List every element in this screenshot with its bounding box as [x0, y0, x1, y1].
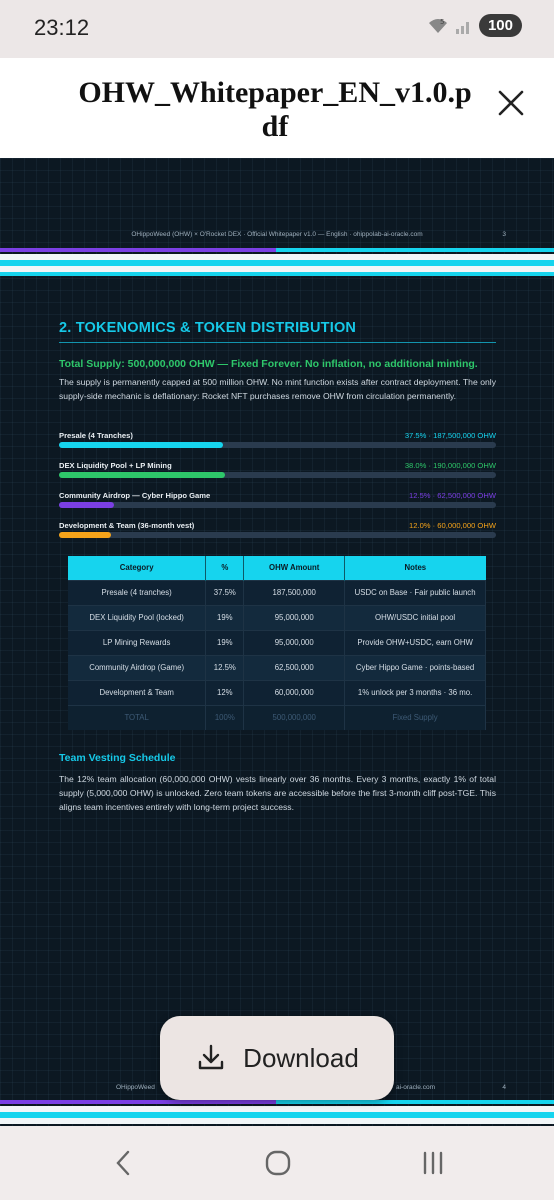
table-cell: USDC on Base · Fair public launch: [345, 580, 486, 605]
table-header-cell: OHW Amount: [244, 556, 345, 580]
download-label: Download: [243, 1042, 359, 1073]
section-divider: [59, 342, 496, 343]
table-cell: 12%: [206, 680, 244, 705]
table-row: [68, 630, 486, 655]
table-row: [68, 655, 486, 680]
vesting-paragraph: The 12% team allocation (60,000,000 OHW) vests linearly over 36 months. Every 3 months, exactly 1% of total supply (5,000,000 OHW) is unlocked. Zero team tokens are accessible before the first 3-month cliff post-TGE. This aligns team incentives entirely with long-term project success.: [59, 774, 496, 812]
download-button[interactable]: [160, 1016, 394, 1100]
table-cell: 12.5%: [206, 655, 244, 680]
table-row: [68, 680, 486, 705]
page-number: 3: [502, 231, 506, 238]
supply-line: Total Supply: 500,000,000 OHW — Fixed Forever. No inflation, no additional minting.: [59, 358, 478, 370]
recents-icon[interactable]: [420, 1148, 446, 1178]
bar-track-presale: [59, 442, 496, 448]
table-cell: Community Airdrop (Game): [68, 655, 206, 680]
table-cell: Development & Team: [68, 680, 206, 705]
table-cell: TOTAL: [68, 705, 206, 730]
bar-value-presale: 37.5% · 187,500,000 OHW: [404, 431, 496, 440]
close-icon[interactable]: [496, 88, 526, 118]
home-icon[interactable]: [264, 1148, 292, 1178]
table-cell: 60,000,000: [244, 680, 345, 705]
bar-fill-team: [59, 532, 111, 538]
bar-value-airdrop: 12.5% · 62,500,000 OHW: [409, 491, 496, 500]
bar-track-dex: [59, 472, 496, 478]
table-cell: 187,500,000: [244, 580, 345, 605]
table-cell: Provide OHW+USDC, earn OHW: [345, 630, 486, 655]
table-cell: Fixed Supply: [345, 705, 486, 730]
bar-label-presale: Presale (4 Tranches): [59, 431, 133, 440]
status-icons: [427, 14, 522, 37]
bar-value-team: 12.0% · 60,000,000 OHW: [409, 521, 496, 530]
pdf-viewport[interactable]: [0, 158, 554, 1126]
bar-label-team: Development & Team (36-month vest): [59, 521, 195, 530]
pdf-preview-sheet: [0, 58, 554, 1200]
section-title: 2. TOKENOMICS & TOKEN DISTRIBUTION: [59, 320, 357, 336]
table-cell: 62,500,000: [244, 655, 345, 680]
table-header-cell: Category: [68, 556, 206, 580]
table-cell: LP Mining Rewards: [68, 630, 206, 655]
table-cell: 19%: [206, 630, 244, 655]
table-cell: DEX Liquidity Pool (locked): [68, 605, 206, 630]
table-cell: OHW/USDC initial pool: [345, 605, 486, 630]
bar-track-team: [59, 532, 496, 538]
status-bar: [0, 0, 554, 58]
table-row: [68, 580, 486, 605]
header-stripe-white: [0, 1118, 554, 1124]
sheet-header: [0, 58, 554, 158]
back-icon[interactable]: [112, 1148, 134, 1178]
bar-fill-presale: [59, 442, 223, 448]
supply-paragraph: The supply is permanently capped at 500 million OHW. No mint function exists after contract deployment. The only supply-side mechanic is deflationary: Rocket NFT purchases remove OHW from circulation permanently.: [59, 377, 496, 401]
table-cell: Presale (4 tranches): [68, 580, 206, 605]
bar-label-dex: DEX Liquidity Pool + LP Mining: [59, 461, 172, 470]
header-stripe-purple: [0, 248, 276, 252]
header-stripe-cyan: [276, 1100, 554, 1104]
file-title: OHW_Whitepaper_EN_v1.0.pdf: [78, 76, 472, 143]
bar-track-airdrop: [59, 502, 496, 508]
download-icon: [195, 1042, 227, 1074]
bar-value-dex: 38.0% · 190,000,000 OHW: [404, 461, 496, 470]
header-stripe-purple: [0, 1100, 276, 1104]
table-cell: 500,000,000: [244, 705, 345, 730]
battery-indicator: 100: [479, 14, 522, 37]
svg-text:5: 5: [439, 17, 445, 26]
table-cell: 37.5%: [206, 580, 244, 605]
page-number: 4: [502, 1084, 506, 1091]
table-cell: 100%: [206, 705, 244, 730]
page4-header-left: OHippoWeed: [116, 1084, 155, 1091]
table-header-row: [68, 556, 486, 580]
table-row: [68, 605, 486, 630]
table-cell: 1% unlock per 3 months · 36 mo.: [345, 680, 486, 705]
table-cell: 19%: [206, 605, 244, 630]
table-cell: 95,000,000: [244, 605, 345, 630]
bar-fill-airdrop: [59, 502, 114, 508]
page4-header-right: ai-oracle.com: [396, 1084, 436, 1091]
bar-fill-dex: [59, 472, 225, 478]
page-header-text: OHippoWeed (OHW) × O'Rocket DEX · Official Whitepaper v1.0 — English · ohippolab-ai-oracle.com: [131, 231, 423, 238]
header-stripe-cyan: [276, 248, 554, 252]
table-header-cell: Notes: [345, 556, 486, 580]
header-stripe-wide: [0, 272, 554, 276]
navigation-bar: [0, 1126, 554, 1200]
bar-label-airdrop: Community Airdrop — Cyber Hippo Game: [59, 491, 211, 500]
table-total-row: [68, 705, 486, 730]
table-header-cell: %: [206, 556, 244, 580]
status-time: 23:12: [34, 15, 90, 40]
signal-icon: [455, 17, 473, 35]
vesting-title: Team Vesting Schedule: [59, 752, 176, 764]
wifi-icon: [427, 17, 449, 35]
allocation-table: [68, 556, 486, 730]
table-cell: Cyber Hippo Game · points-based: [345, 655, 486, 680]
table-cell: 95,000,000: [244, 630, 345, 655]
